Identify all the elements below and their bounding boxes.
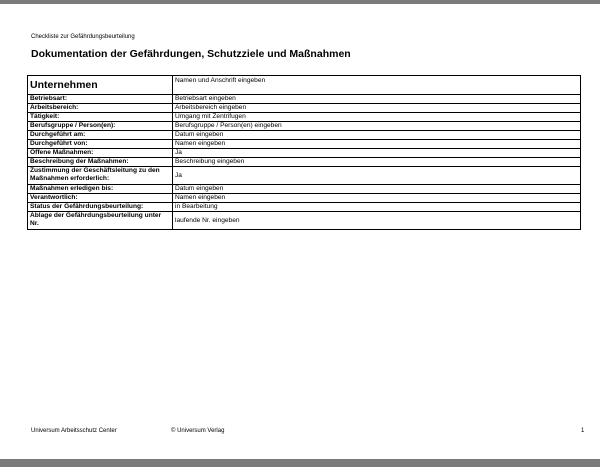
performed-on-label: Durchgeführt am: [28, 131, 173, 140]
table-row [28, 194, 581, 203]
work-area-field[interactable]: Arbeitsbereich eingeben [173, 104, 581, 113]
operation-type-label: Betriebsart: [28, 95, 173, 104]
footer-page-number: 1 [581, 428, 585, 434]
performed-by-field[interactable]: Namen eingeben [173, 140, 581, 149]
responsible-label: Verantwortlich: [28, 194, 173, 203]
document-page [0, 4, 600, 459]
due-date-field[interactable]: Datum eingeben [173, 185, 581, 194]
checklist-label: Checkliste zur Gefährdungsbeurteilung [31, 34, 135, 40]
management-approval-field[interactable]: Ja [173, 167, 581, 185]
filing-number-label: Ablage der Gefährdungsbeurteilung unter Nr. [28, 212, 173, 230]
assessment-status-field[interactable]: in Bearbeitung [173, 203, 581, 212]
assessment-status-label: Status der Gefährdungsbeurteilung: [28, 203, 173, 212]
table-row [28, 212, 581, 230]
management-approval-label: Zustimmung der Geschäftsleitung zu den Maßnahmen erforderlich: [28, 167, 173, 185]
company-value-field[interactable]: Namen und Anschrift eingeben [173, 76, 581, 95]
table-row [28, 140, 581, 149]
performed-by-label: Durchgeführt von: [28, 140, 173, 149]
assessment-form-table [27, 75, 581, 230]
table-row [28, 122, 581, 131]
table-row [28, 131, 581, 140]
work-area-label: Arbeitsbereich: [28, 104, 173, 113]
open-measures-label: Offene Maßnahmen: [28, 149, 173, 158]
footer-copyright: © Universum Verlag [171, 428, 225, 434]
document-title: Dokumentation der Gefährdungen, Schutzziele und Maßnahmen [31, 48, 351, 60]
responsible-field[interactable]: Namen eingeben [173, 194, 581, 203]
table-row [28, 104, 581, 113]
occupation-group-field[interactable]: Berufsgruppe / Person(en) eingeben [173, 122, 581, 131]
measures-description-field[interactable]: Beschreibung eingeben [173, 158, 581, 167]
footer-publisher-center: Universum Arbeitsschutz Center [31, 428, 117, 434]
company-label: Unternehmen [28, 76, 173, 95]
table-row [28, 149, 581, 158]
table-row [28, 113, 581, 122]
operation-type-field[interactable]: Betriebsart eingeben [173, 95, 581, 104]
table-row [28, 95, 581, 104]
activity-field[interactable]: Umgang mit Zentrifugen [173, 113, 581, 122]
measures-description-label: Beschreibung der Maßnahmen: [28, 158, 173, 167]
table-row [28, 167, 581, 185]
table-row [28, 158, 581, 167]
activity-label: Tätigkeit: [28, 113, 173, 122]
due-date-label: Maßnahmen erledigen bis: [28, 185, 173, 194]
table-row [28, 185, 581, 194]
table-row [28, 203, 581, 212]
occupation-group-label: Berufsgruppe / Person(en): [28, 122, 173, 131]
open-measures-field[interactable]: Ja [173, 149, 581, 158]
performed-on-field[interactable]: Datum eingeben [173, 131, 581, 140]
filing-number-field[interactable]: laufende Nr. eingeben [173, 212, 581, 230]
table-row-company [28, 76, 581, 95]
